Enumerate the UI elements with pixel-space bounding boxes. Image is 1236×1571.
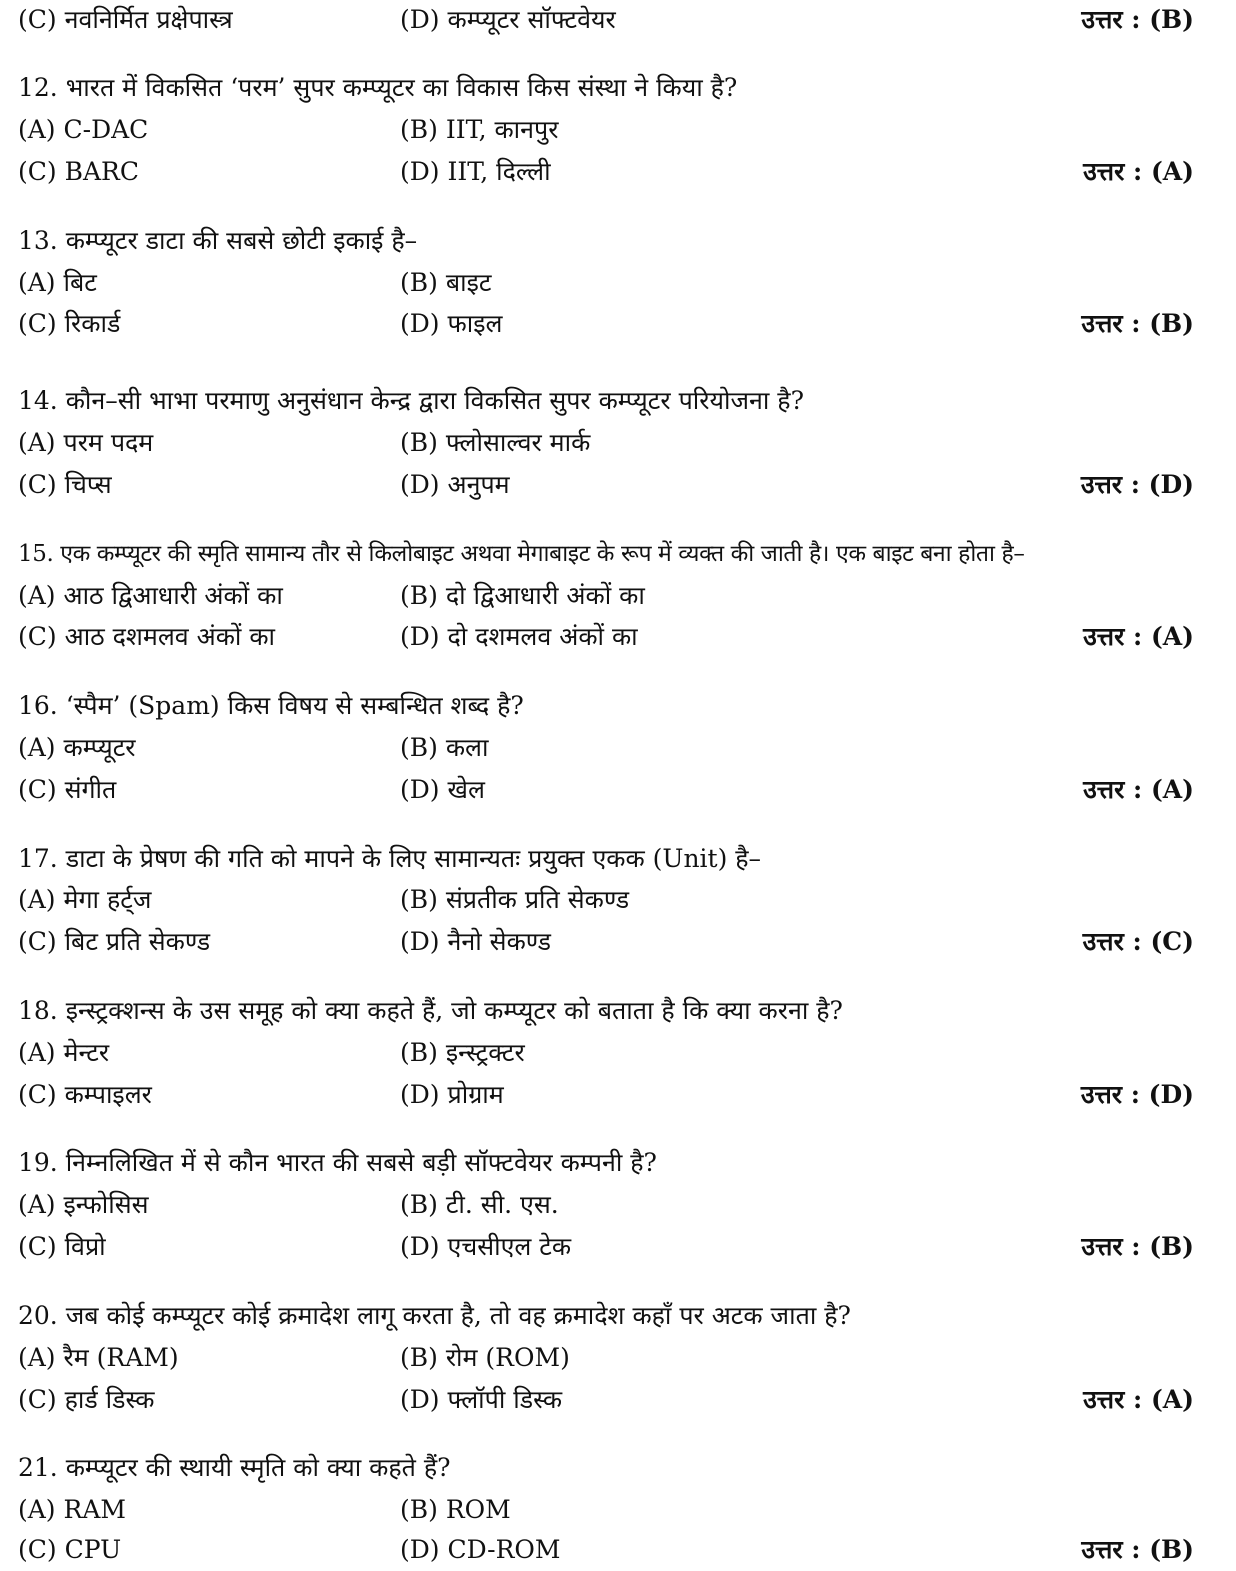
option-d: (D) IIT, दिल्ली — [400, 157, 551, 186]
option-b: (B) संप्रतीक प्रति सेकण्ड — [400, 885, 630, 914]
options-row-cd — [0, 617, 1236, 657]
answer: उत्तर : (B) — [1081, 5, 1194, 34]
question-text — [0, 534, 1236, 574]
question-text — [0, 1143, 1236, 1183]
answer: उत्तर : (D) — [1080, 470, 1194, 499]
option-c: (C) रिकार्ड — [18, 309, 121, 338]
option-d: (D) फ्लॉपी डिस्क — [400, 1385, 563, 1414]
options-row-cd — [0, 1227, 1236, 1267]
option-a: (A) आठ द्विआधारी अंकों का — [18, 581, 283, 610]
options-row-ab — [0, 576, 1236, 616]
options-row-ab — [0, 880, 1236, 920]
option-c: (C) हार्ड डिस्क — [18, 1385, 155, 1414]
options-row-ab — [0, 423, 1236, 463]
question-18-text: 18. इन्स्ट्रक्शन्स के उस समूह को क्या कहते हैं, जो कम्प्यूटर को बताता है कि क्या करना है? — [18, 996, 843, 1025]
option-d: (D) नैनो सेकण्ड — [400, 927, 552, 956]
option-b: (B) इन्स्ट्रक्टर — [400, 1038, 525, 1067]
option-d: (D) CD-ROM — [400, 1535, 561, 1564]
question-13-text: 13. कम्प्यूटर डाटा की सबसे छोटी इकाई है– — [18, 226, 418, 255]
answer: उत्तर : (A) — [1083, 622, 1194, 651]
question-17-text: 17. डाटा के प्रेषण की गति को मापने के लिए सामान्यतः प्रयुक्त एकक (Unit) है– — [18, 844, 762, 873]
option-b: (B) फ्लोसाल्वर मार्क — [400, 428, 591, 457]
question-20-text: 20. जब कोई कम्प्यूटर कोई क्रमादेश लागू करता है, तो वह क्रमादेश कहाँ पर अटक जाता है? — [18, 1301, 851, 1330]
option-a: (A) कम्प्यूटर — [18, 733, 136, 762]
options-row-cd — [0, 1380, 1236, 1420]
question-16-text: 16. ‘स्पैम’ (Spam) किस विषय से सम्बन्धित शब्द है? — [18, 691, 524, 720]
option-b: (B) कला — [400, 733, 489, 762]
question-text — [0, 1296, 1236, 1336]
question-text — [0, 381, 1236, 421]
options-row-ab — [0, 1338, 1236, 1378]
option-c: (C) बिट प्रति सेकण्ड — [18, 927, 211, 956]
answer: उत्तर : (A) — [1083, 157, 1194, 186]
option-b: (B) ROM — [400, 1495, 511, 1524]
option-a: (A) मेगा हर्ट्ज — [18, 885, 152, 914]
option-d: (D) खेल — [400, 775, 485, 804]
question-12-text: 12. भारत में विकसित ‘परम’ सुपर कम्प्यूटर का विकास किस संस्था ने किया है? — [18, 73, 738, 102]
options-row-cd — [0, 304, 1236, 344]
option-c: (C) BARC — [18, 157, 139, 186]
option-c: (C) नवनिर्मित प्रक्षेपास्त्र — [18, 5, 233, 34]
options-row-cd — [0, 152, 1236, 192]
options-row-cd — [0, 1075, 1236, 1115]
option-c: (C) विप्रो — [18, 1232, 106, 1261]
option-b: (B) बाइट — [400, 268, 492, 297]
question-text — [0, 839, 1236, 879]
partial-question-options — [0, 0, 1236, 40]
option-d: (D) दो दशमलव अंकों का — [400, 622, 638, 651]
question-text — [0, 221, 1236, 261]
options-row-cd — [0, 922, 1236, 962]
option-a: (A) RAM — [18, 1495, 126, 1524]
option-c: (C) संगीत — [18, 775, 117, 804]
answer: उत्तर : (B) — [1081, 1535, 1194, 1564]
option-c: (C) कम्पाइलर — [18, 1080, 152, 1109]
option-c: (C) चिप्स — [18, 470, 112, 499]
option-d: (D) प्रोग्राम — [400, 1080, 504, 1109]
option-d: (D) एचसीएल टेक — [400, 1232, 572, 1261]
answer: उत्तर : (B) — [1081, 1232, 1194, 1261]
options-row-cd — [0, 1530, 1236, 1570]
answer: उत्तर : (C) — [1082, 927, 1194, 956]
question-text — [0, 686, 1236, 726]
options-row-cd — [0, 770, 1236, 810]
option-c: (C) आठ दशमलव अंकों का — [18, 622, 276, 651]
option-c: (C) CPU — [18, 1535, 122, 1564]
option-d: (D) कम्प्यूटर सॉफ्टवेयर — [400, 5, 616, 34]
option-a: (A) मेन्टर — [18, 1038, 110, 1067]
options-row-ab — [0, 1490, 1236, 1530]
question-19-text: 19. निम्नलिखित में से कौन भारत की सबसे बड़ी सॉफ्टवेयर कम्पनी है? — [18, 1148, 657, 1177]
answer: उत्तर : (B) — [1081, 309, 1194, 338]
question-text — [0, 1448, 1236, 1488]
answer: उत्तर : (A) — [1083, 1385, 1194, 1414]
question-14-text: 14. कौन–सी भाभा परमाणु अनुसंधान केन्द्र द्वारा विकसित सुपर कम्प्यूटर परियोजना है? — [18, 386, 804, 415]
answer: उत्तर : (A) — [1083, 775, 1194, 804]
option-a: (A) परम पदम — [18, 428, 154, 457]
option-b: (B) टी. सी. एस. — [400, 1190, 559, 1219]
option-b: (B) रोम (ROM) — [400, 1343, 570, 1372]
option-d: (D) अनुपम — [400, 470, 510, 499]
option-a: (A) C-DAC — [18, 115, 149, 144]
option-b: (B) IIT, कानपुर — [400, 115, 559, 144]
question-text — [0, 68, 1236, 108]
question-text — [0, 991, 1236, 1031]
option-a: (A) बिट — [18, 268, 97, 297]
options-row-ab — [0, 263, 1236, 303]
options-row-ab — [0, 1033, 1236, 1073]
answer: उत्तर : (D) — [1080, 1080, 1194, 1109]
option-b: (B) दो द्विआधारी अंकों का — [400, 581, 645, 610]
options-row-ab — [0, 1185, 1236, 1225]
option-a: (A) इन्फोसिस — [18, 1190, 149, 1219]
options-row-ab — [0, 728, 1236, 768]
option-d: (D) फाइल — [400, 309, 503, 338]
options-row-ab — [0, 110, 1236, 150]
question-21-text: 21. कम्प्यूटर की स्थायी स्मृति को क्या कहते हैं? — [18, 1453, 451, 1482]
option-a: (A) रैम (RAM) — [18, 1343, 179, 1372]
options-row-cd — [0, 465, 1236, 505]
question-15-text: 15. एक कम्प्यूटर की स्मृति सामान्य तौर से किलोबाइट अथवा मेगाबाइट के रूप में व्यक्त की जाती है। एक बाइट बना होता है– — [18, 541, 1025, 567]
